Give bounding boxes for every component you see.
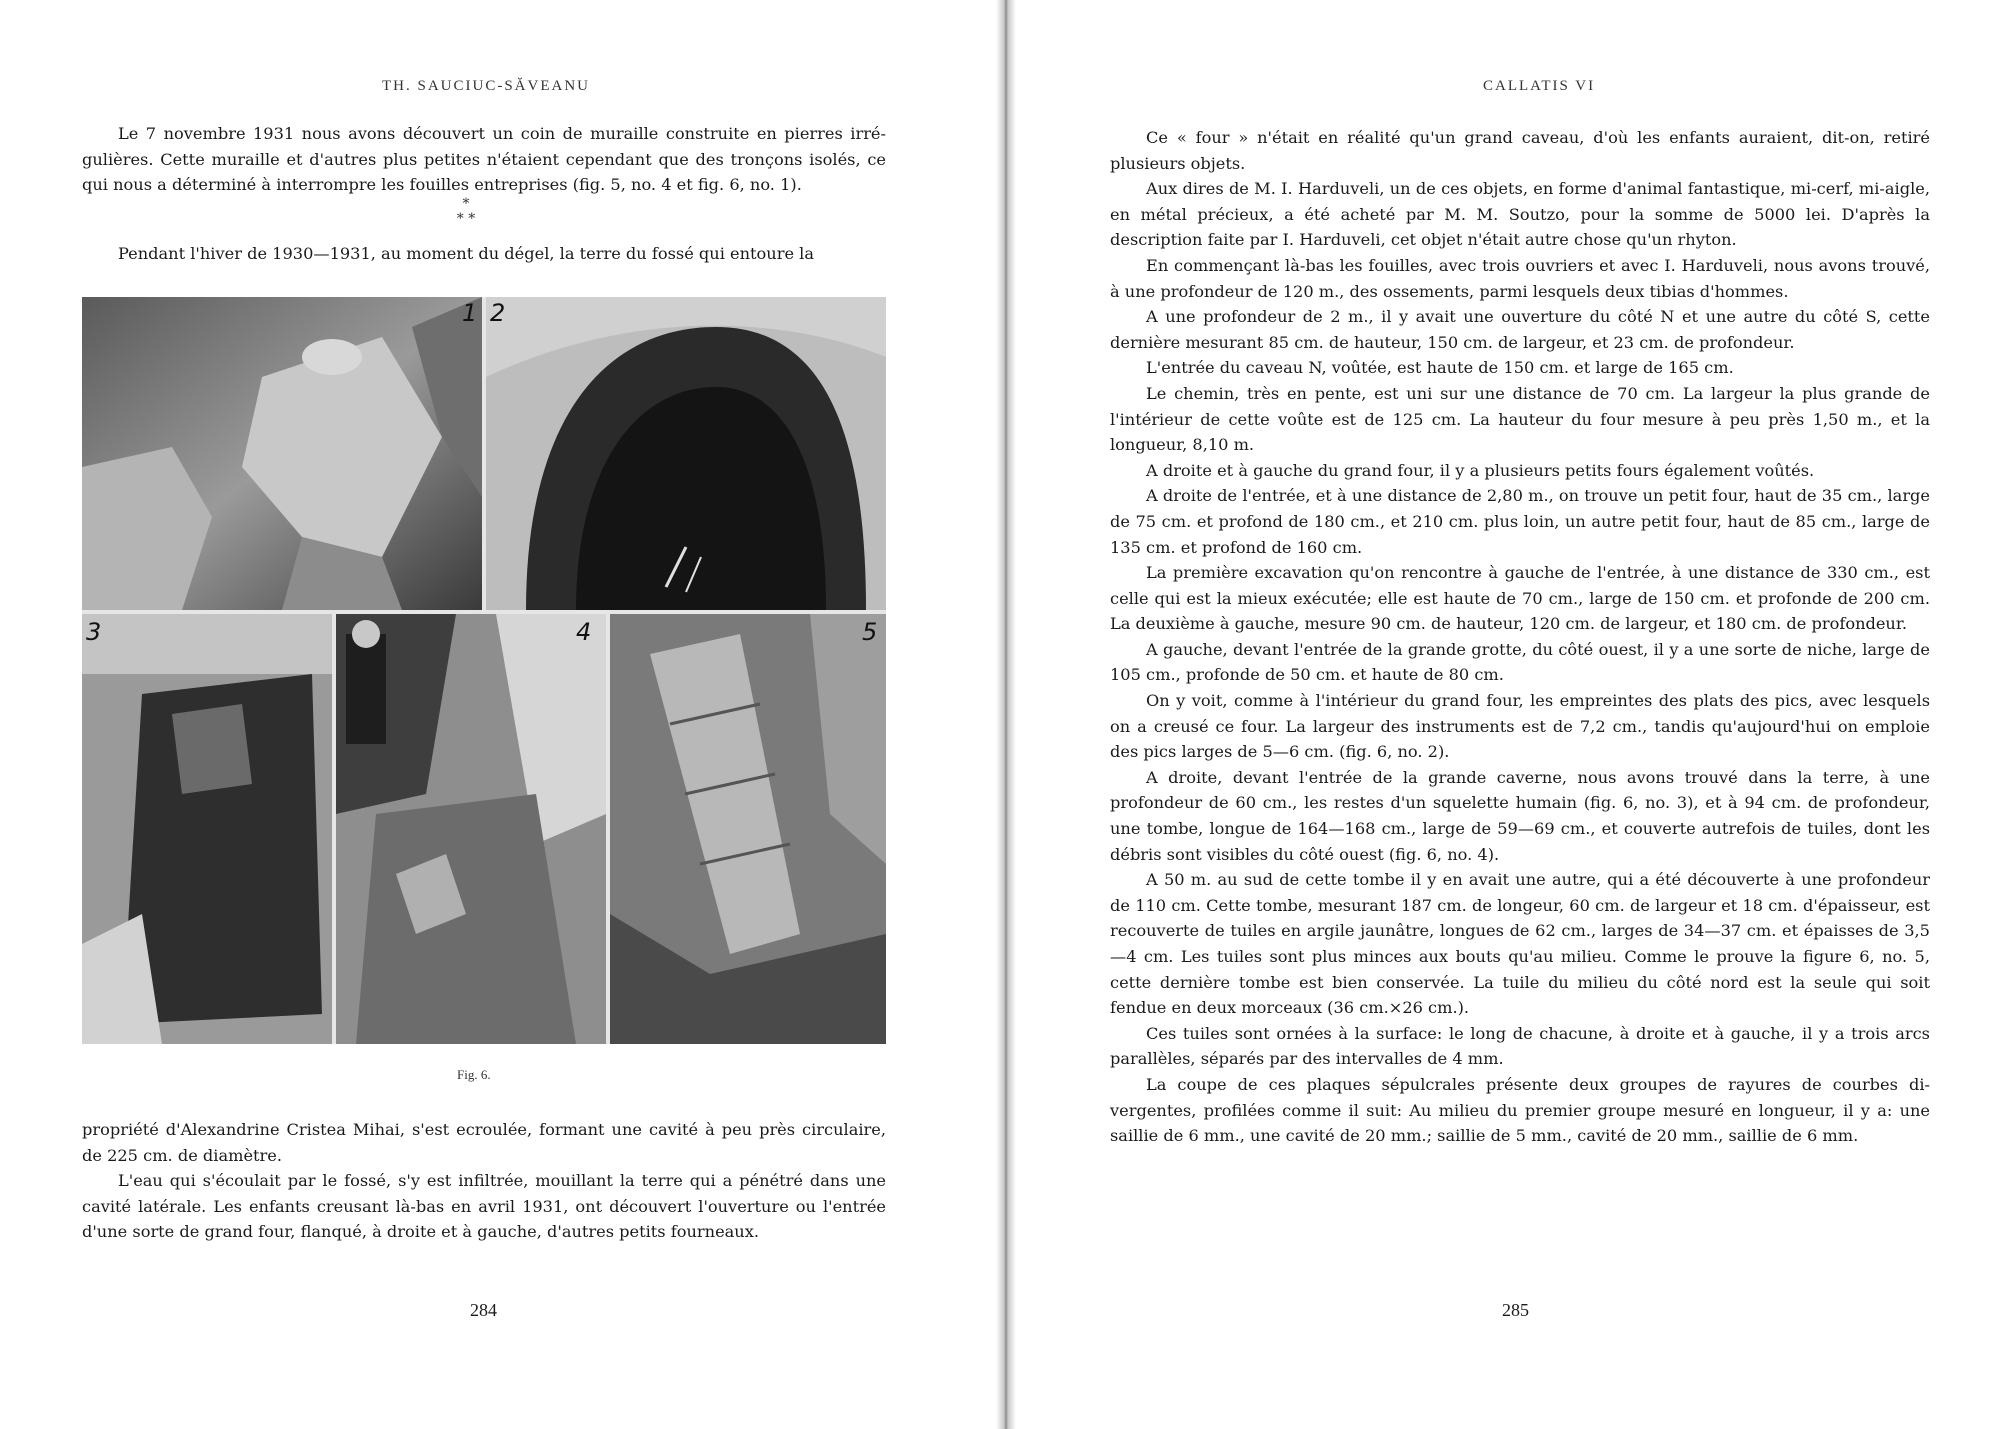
closing-paragraph-block (82, 1117, 886, 1245)
paragraph: La première excavation qu'on rencontre à gauche de l'entrée, à une distance de 330 cm., est celle qui est la mieux exécutée; elle est haute de 70 cm., large de 150 cm. et profonde de 200 cm. La deuxième à gauche, mesure 90 cm. de hauteur, 120 cm. de largeur, et 180 cm. de profondeur. (1110, 563, 1930, 634)
photo-5-tiled-tomb (610, 614, 886, 1044)
book-gutter (996, 0, 1016, 1429)
photo-number: 1 (462, 299, 478, 327)
paragraph: A une profondeur de 2 m., il y avait une ouverture du côté N et une autre du côté S, cette dernière mesurant 85 cm. de hauteur, 150 cm. de largeur, et 23 cm. de profondeur. (1110, 307, 1930, 352)
section-break-star: * (462, 196, 470, 212)
paragraph: On y voit, comme à l'intérieur du grand four, les empreintes des plats des pics, avec lesquels on a creusé ce four. La largeur des instruments est de 7,2 cm., tandis qu'aujourd'hui on emploie des pics larges de 5—6 cm. (fig. 6, no. 2). (1110, 691, 1930, 762)
paragraph: L'entrée du caveau N, voûtée, est haute de 150 cm. et large de 165 cm. (1146, 358, 1734, 378)
paragraph: Ce « four » n'était en réalité qu'un grand caveau, d'où les enfants auraient, dit-on, retiré plusieurs objets. (1110, 128, 1930, 173)
paragraph: Ces tuiles sont ornées à la surface: le long de chacune, à droite et à gauche, il y a trois arcs parallèles, séparés par des intervalles de 4 mm. (1110, 1023, 1930, 1069)
figure-caption: Fig. 6. (457, 1067, 491, 1082)
page-number: 284 (470, 1300, 497, 1320)
paragraph: Le chemin, très en pente, est uni sur une distance de 70 cm. La largeur la plus grande de l'intérieur de cette voûte est de 125 cm. La hauteur du four mesure à peu près 1,50 m., et la longueur, 8,10 m. (1110, 383, 1930, 455)
photo-number: 5 (862, 618, 878, 646)
photo-5-image (610, 614, 886, 1044)
running-head: TH. SAUCIUC-SĂVEANU (382, 78, 591, 94)
paragraph: Le 7 novembre 1931 nous avons découvert un coin de muraille construite en pierres irrégulières. Cette muraille et d'autres plus petites n'étaient cependant que des tronçons isolés, ce qui nous a déterminé à interrompre les fouilles entreprises (fig. 5, no. 4 et fig. 6, no. 1). (82, 124, 886, 195)
photo-3-image (82, 614, 332, 1044)
paragraph-block (82, 241, 886, 267)
paragraph: A gauche, devant l'entrée de la grande grotte, du côté ouest, il y a une sorte de niche, large de 105 cm., profonde de 50 cm. et haute de 80 cm. (1110, 639, 1930, 685)
section-break-stars: * * (456, 211, 476, 227)
right-page (1016, 0, 2000, 1429)
paragraph: A droite de l'entrée, et à une distance de 2,80 m., on trouve un petit four, haut de 35 cm., large de 75 cm. et profond de 180 cm., et 210 cm. plus loin, un autre petit four, haut de 85 cm., large de 135 cm. et profond de 160 cm. (1110, 486, 1930, 557)
photo-1-masonry (82, 297, 482, 610)
paragraph: En commençant là-bas les fouilles, avec trois ouvriers et avec I. Harduveli, nous avons trouvé, à une profondeur de 120 m., des ossements, parmi lesquels deux tibias d'hommes. (1110, 255, 1930, 301)
paragraph: A droite et à gauche du grand four, il y a plusieurs petits fours également voûtés. (1146, 460, 1815, 480)
running-head: CALLATIS VI (1483, 78, 1596, 94)
paragraph: Aux dires de M. I. Harduveli, un de ces objets, en forme d'animal fantastique, mi-cerf, mi-aigle, en métal précieux, a été acheté par M. M. Soutzo, pour la somme de 5000 lei. D'après la description faite par I. Harduveli, cet objet n'était autre chose qu'un rhyton. (1110, 179, 1930, 250)
paragraph: Pendant l'hiver de 1930—1931, au moment du dégel, la terre du fossé qui entoure la (118, 244, 815, 263)
paragraph: propriété d'Alexandrine Cristea Mihai, s'est ecroulée, formant une cavité à peu près circulaire, de 225 cm. de diamètre. (82, 1120, 886, 1165)
figure-6 (82, 297, 886, 1044)
page-number: 285 (1502, 1300, 1529, 1320)
photo-4-image (336, 614, 606, 1044)
photo-4-tomb-excavation (336, 614, 606, 1044)
paragraph: L'eau qui s'écoulait par le fossé, s'y est infiltrée, mouillant la terre qui a pénétré dans une cavité latérale. Les enfants creusant là-bas en avril 1931, ont découvert l'ouverture ou l'entrée d'une sorte de grand four, flanqué, à droite et à gauche, d'autres petits fourneaux. (82, 1171, 886, 1242)
paragraph: A droite, devant l'entrée de la grande caverne, nous avons trouvé dans la terre, à une profondeur de 60 cm., les restes d'un squelette humain (fig. 6, no. 3), et à 94 cm. de profondeur, une tombe, longue de 164—168 cm., large de 59—69 cm., et couverte autrefois de tuiles, dont les débris sont visibles du côté ouest (fig. 6, no. 4). (1110, 767, 1930, 864)
photo-1-image (82, 297, 482, 610)
body-text (1110, 125, 1930, 1149)
photo-2-vault (486, 297, 886, 610)
photo-2-image (486, 297, 886, 610)
photo-number: 2 (490, 299, 506, 327)
opening-paragraph-block (82, 121, 886, 198)
paragraph: La coupe de ces plaques sépulcrales présente deux groupes de rayures de courbes divergentes, profilées comme il suit: Au milieu du premier groupe mesuré en longueur, il y a: une saillie de 6 mm., une cavité de 20 mm.; saillie de 5 mm., cavité de 20 mm., saillie de 6 mm. (1110, 1074, 1930, 1146)
paragraph: A 50 m. au sud de cette tombe il y en avait une autre, qui a été découverte à une profondeur de 110 cm. Cette tombe, mesurant 187 cm. de longeur, 60 cm. de largeur et 18 cm. d'épaisseur, est recouverte de tuiles en argile jaunâtre, longues de 62 cm., larges de 34—37 cm. et épaisses de 3,5—4 cm. Les tuiles sont plus minces aux bouts qu'au milieu. Comme le prouve la figure 6, no. 5, cette dernière tombe est bien conservée. La tuile du milieu du côté nord est la seule qui soit fendue en deux morceaux (36 cm.×26 cm.). (1110, 870, 1930, 1018)
photo-number: 3 (86, 618, 102, 646)
photo-3-skeleton (82, 614, 332, 1044)
photo-number: 4 (576, 618, 592, 646)
